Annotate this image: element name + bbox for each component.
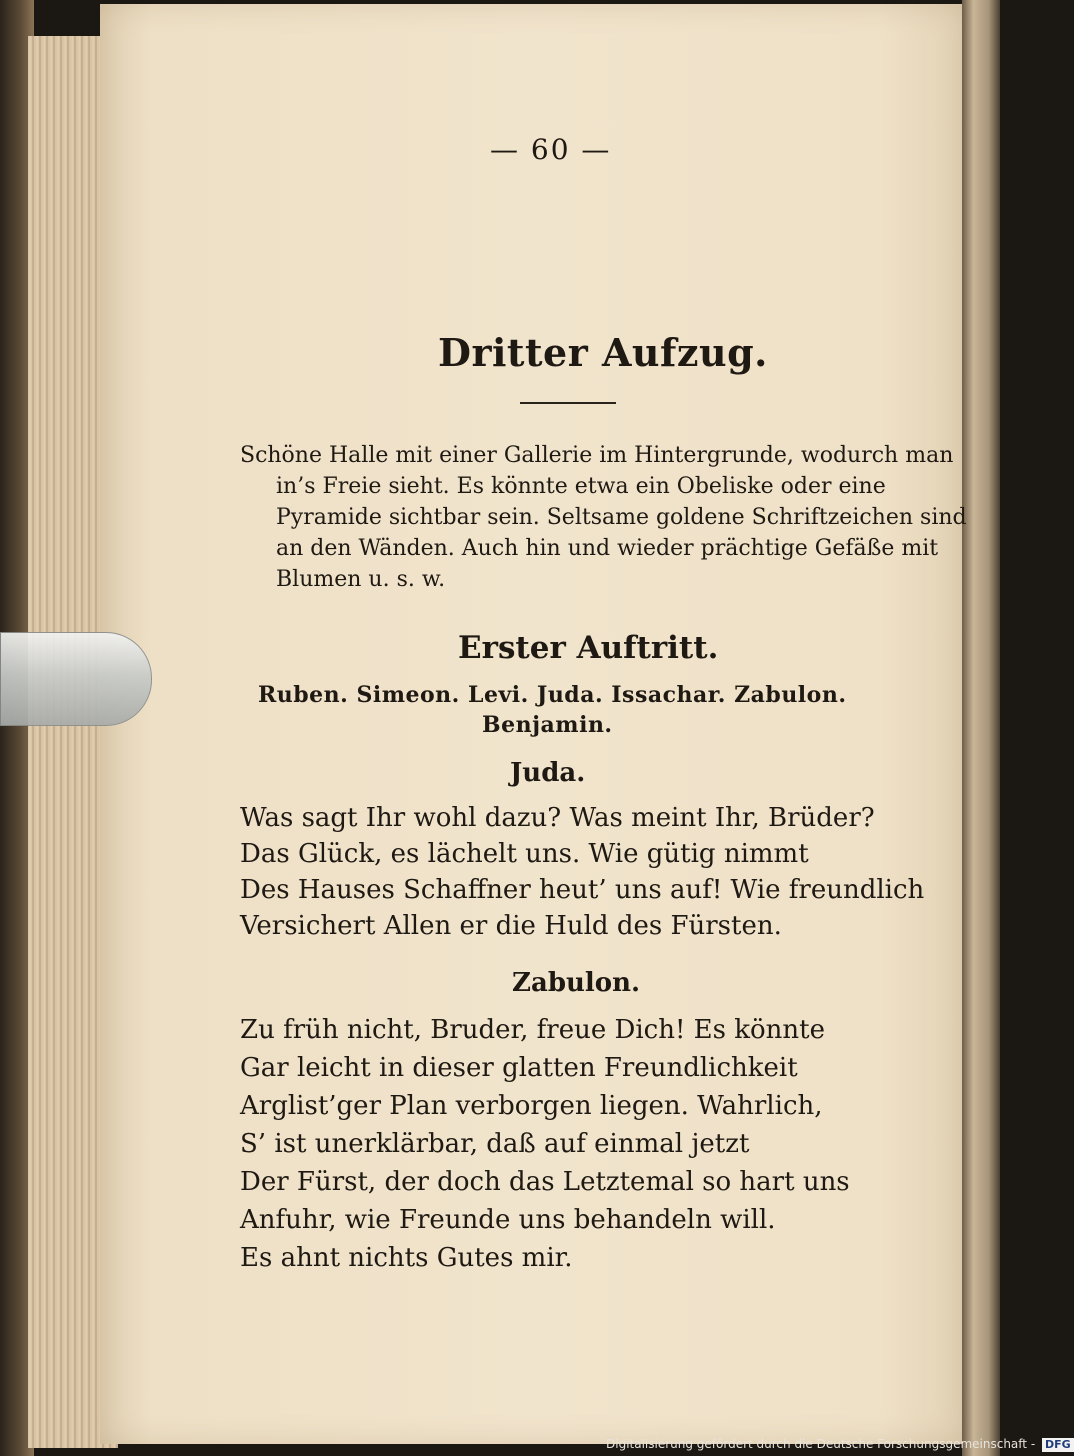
speaker-name: Juda. [510, 758, 586, 788]
speaker-name: Zabulon. [512, 968, 641, 998]
stage-direction-line: Schöne Halle mit einer Gallerie im Hintergrunde, wodurch man [240, 443, 954, 468]
verse-line: Zu früh nicht, Bruder, freue Dich! Es könnte [240, 1015, 825, 1045]
cast-list-line: Ruben. Simeon. Levi. Juda. Issachar. Zabulon. [258, 682, 847, 708]
stage-direction-line: Blumen u. s. w. [276, 567, 446, 592]
digitization-credit [606, 1437, 1074, 1452]
cast-list-line: Benjamin. [482, 712, 613, 738]
verse-line: Arglist’ger Plan verborgen liegen. Wahrlich, [240, 1091, 823, 1121]
verse-line: Anfuhr, wie Freunde uns behandeln will. [240, 1205, 776, 1235]
book-spine-right [962, 0, 1000, 1456]
scene-title: Erster Auftritt. [458, 630, 719, 666]
stage-direction-line: an den Wänden. Auch hin und wieder prächtige Gefäße mit [276, 536, 939, 561]
credit-text: Digitalisierung gefördert durch die Deutsche Forschungsgemeinschaft - [606, 1437, 1036, 1451]
stage-direction-line: Pyramide sichtbar sein. Seltsame goldene Schriftzeichen sind [276, 505, 967, 530]
verse-line: Das Glück, es lächelt uns. Wie gütig nimmt [240, 839, 809, 869]
verse-line: Was sagt Ihr wohl dazu? Was meint Ihr, Brüder? [240, 803, 875, 833]
verse-line: S’ ist unerklärbar, daß auf einmal jetzt [240, 1129, 750, 1159]
verse-line: Es ahnt nichts Gutes mir. [240, 1243, 573, 1273]
verse-line: Versichert Allen er die Huld des Fürsten. [240, 911, 782, 941]
page-number: — 60 — [490, 133, 612, 166]
page-holder-clip [0, 632, 152, 726]
dfg-logo: DFG [1042, 1438, 1074, 1452]
title-divider [520, 402, 616, 404]
verse-line: Gar leicht in dieser glatten Freundlichkeit [240, 1053, 798, 1083]
verse-line: Der Fürst, der doch das Letztemal so hart uns [240, 1167, 850, 1197]
verse-line: Des Hauses Schaffner heut’ uns auf! Wie freundlich [240, 875, 925, 905]
act-title: Dritter Aufzug. [438, 330, 768, 375]
stage-direction-line: in’s Freie sieht. Es könnte etwa ein Obeliske oder eine [276, 474, 886, 499]
